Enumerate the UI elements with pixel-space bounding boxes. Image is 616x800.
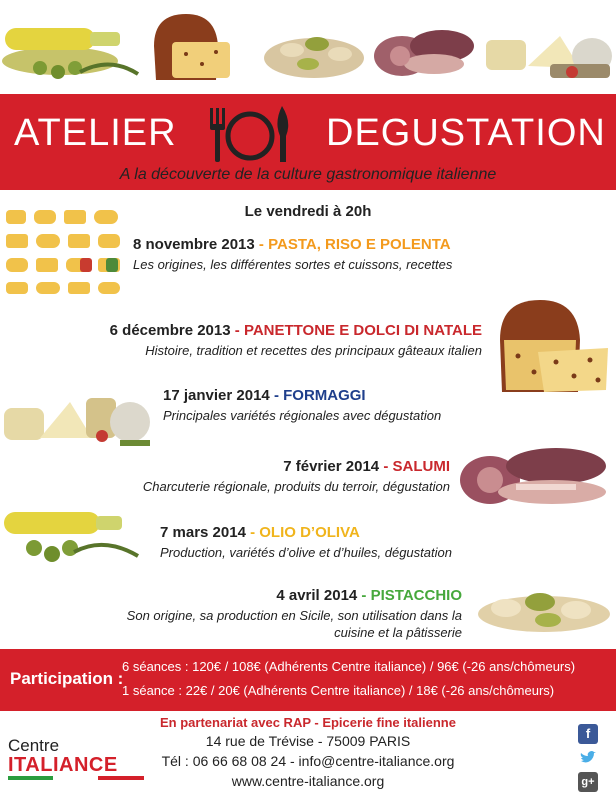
olive-event-image	[0, 508, 140, 568]
facebook-icon[interactable]: f	[578, 724, 598, 744]
partner-text: En partenariat avec RAP - Epicerie fine italienne	[160, 715, 456, 730]
event-date: 7 février 2014	[283, 458, 380, 475]
logo-line-centre: Centre	[8, 736, 60, 755]
centre-italiance-logo	[8, 736, 144, 780]
event-theme: - PANETTONE E DOLCI DI NATALE	[234, 322, 482, 339]
salumi-image	[372, 6, 476, 84]
panettone-image	[146, 6, 236, 84]
event-pasta	[133, 236, 452, 272]
pasta-image	[2, 206, 130, 298]
event-description: Son origine, sa production en Sicile, son utilisation dans la	[126, 608, 462, 623]
panettone-event-image	[494, 296, 612, 396]
event-theme: - OLIO D’OLIVA	[250, 524, 360, 541]
salumi-event-image	[456, 436, 612, 508]
cheese-image	[480, 6, 616, 84]
event-date: 17 janvier 2014	[163, 387, 270, 404]
pistachio-image	[262, 6, 367, 84]
address: 14 rue de Trévise - 75009 PARIS	[205, 733, 411, 749]
twitter-icon[interactable]	[578, 748, 598, 768]
event-description: Charcuterie régionale, produits du terroir, dégustation	[142, 479, 450, 494]
event-formaggi	[163, 387, 441, 423]
event-olio	[160, 524, 452, 560]
event-date: 6 décembre 2013	[109, 322, 231, 339]
olive-oil-image	[0, 6, 140, 84]
participation-bar	[0, 649, 616, 711]
title-banner	[0, 94, 616, 190]
event-description: Production, variétés d’olive et d’huiles, dégustation	[160, 545, 452, 560]
event-description: Les origines, les différentes sortes et cuissons, recettes	[133, 257, 453, 272]
price-one-session: 1 séance : 22€ / 20€ (Adhérents Centre italiance) / 18€ (-26 ans/chômeurs)	[122, 683, 555, 698]
event-panettone	[0, 322, 482, 358]
website-link[interactable]: www.centre-italiance.org	[231, 773, 385, 789]
cheese-event-image	[0, 378, 152, 448]
event-date: 7 mars 2014	[160, 524, 246, 541]
event-date: 4 avril 2014	[276, 587, 358, 604]
price-six-sessions: 6 séances : 120€ / 108€ (Adhérents Centre italiance) / 96€ (-26 ans/chômeurs)	[122, 659, 576, 674]
pistachio-event-image	[476, 580, 612, 636]
cutlery-icon	[202, 102, 298, 166]
event-date: 8 novembre 2013	[133, 236, 255, 253]
event-theme: - PISTACCHIO	[361, 587, 462, 604]
contact-info[interactable]: Tél : 06 66 68 08 24 - info@centre-italiance.org	[161, 753, 455, 769]
banner-title-atelier: ATELIER	[14, 112, 177, 154]
logo-line-italiance: ITALIANCE	[8, 754, 118, 776]
event-description-2: cuisine et la pâtisserie	[334, 625, 462, 640]
food-photo-strip	[0, 0, 616, 90]
event-description: Principales variétés régionales avec dégustation	[163, 408, 442, 423]
banner-subtitle: A la découverte de la culture gastronomique italienne	[119, 166, 497, 183]
logo-flag-strip	[8, 776, 144, 780]
banner-title-degustation: DEGUSTATION	[326, 112, 606, 154]
participation-label: Participation :	[10, 669, 124, 688]
schedule-day-time: Le vendredi à 20h	[244, 203, 372, 220]
event-pistacchio	[0, 587, 462, 640]
google-plus-icon[interactable]: g+	[578, 772, 598, 792]
event-salumi	[0, 458, 450, 494]
event-theme: - PASTA, RISO E POLENTA	[258, 236, 451, 253]
event-theme: - FORMAGGI	[273, 387, 366, 404]
event-theme: - SALUMI	[383, 458, 450, 475]
event-description: Histoire, tradition et recettes des principaux gâteaux italien	[145, 343, 482, 358]
